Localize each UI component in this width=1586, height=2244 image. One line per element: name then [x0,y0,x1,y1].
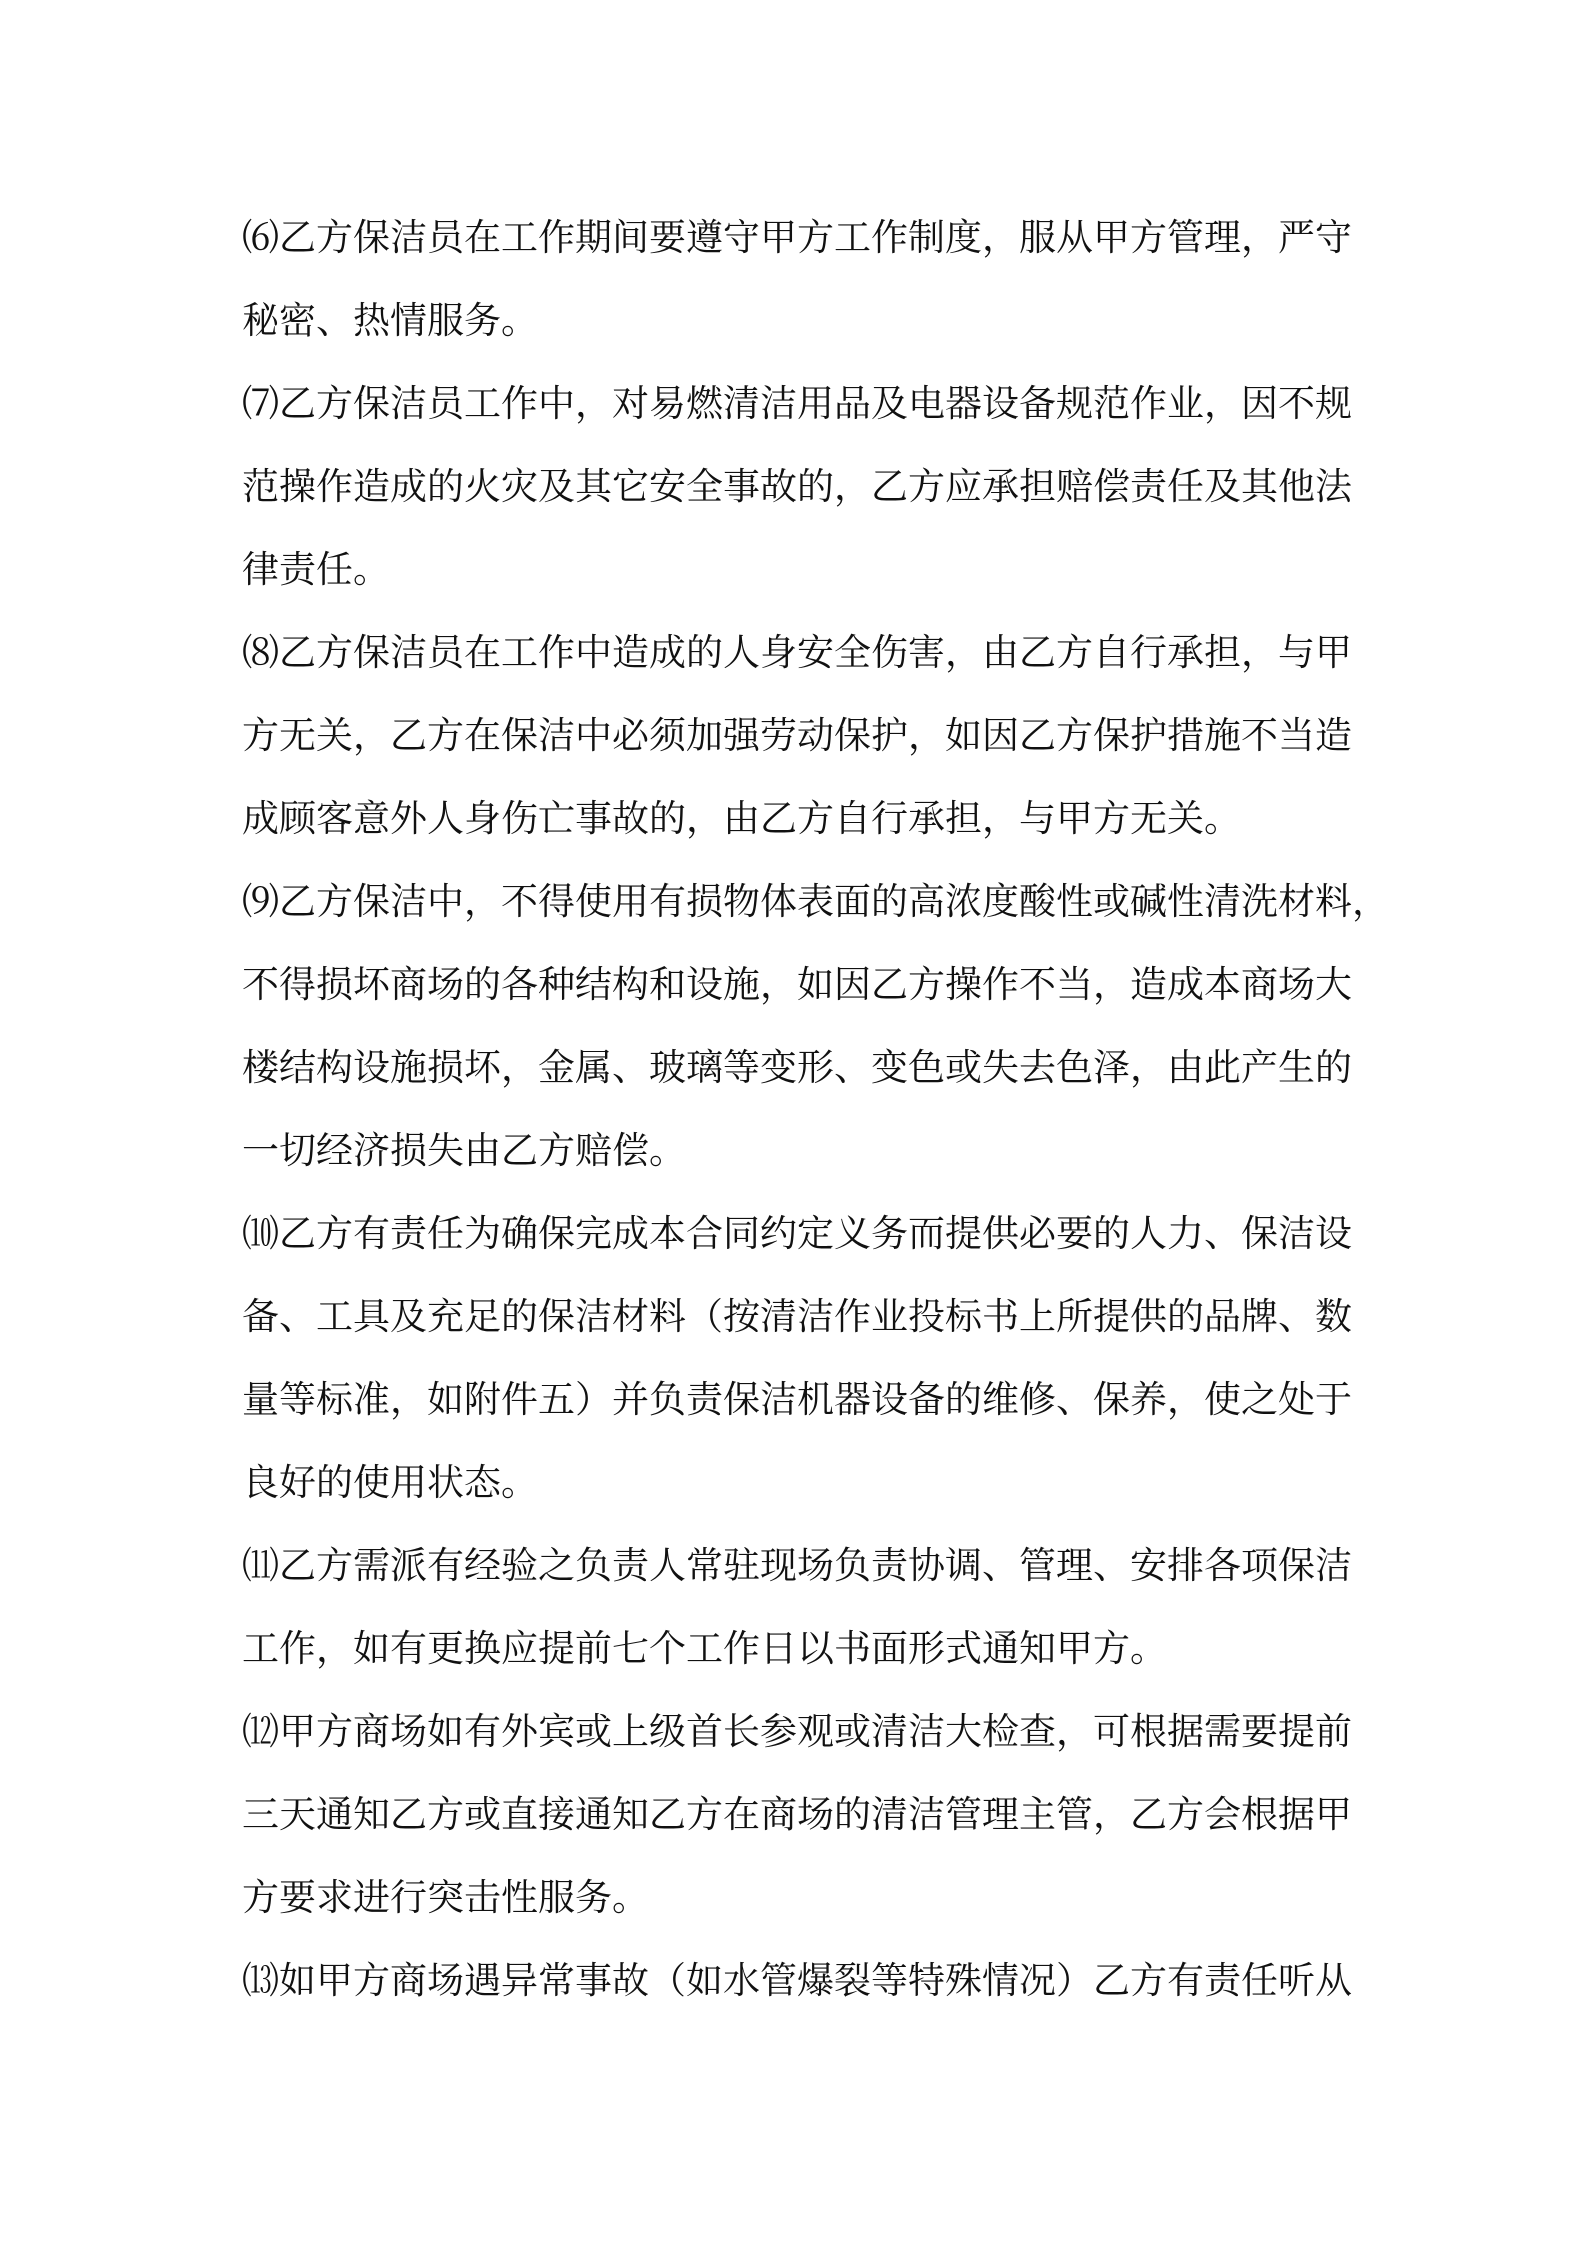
text-line: 方无关，乙方在保洁中必须加强劳动保护，如因乙方保护措施不当造 [242,714,1352,757]
text-line: 不得损坏商场的各种结构和设施，如因乙方操作不当，造成本商场大 [242,963,1352,1006]
text-line: 律责任。 [242,548,390,591]
text-line: 成顾客意外人身伤亡事故的，由乙方自行承担，与甲方无关。 [242,797,1241,840]
text-line: 范操作造成的火灾及其它安全事故的，乙方应承担赔偿责任及其他法 [242,465,1352,508]
text-line: ⑼乙方保洁中，不得使用有损物体表面的高浓度酸性或碱性清洗材料， [242,880,1389,923]
text-line: 秘密、热情服务。 [242,299,538,342]
text-line: 良好的使用状态。 [242,1461,538,1504]
contract-text [242,196,1389,2022]
text-line: 工作，如有更换应提前七个工作日以书面形式通知甲方。 [242,1627,1167,1670]
text-line: 三天通知乙方或直接通知乙方在商场的清洁管理主管，乙方会根据甲 [242,1793,1352,1836]
text-line: ⑿甲方商场如有外宾或上级首长参观或清洁大检查，可根据需要提前 [242,1710,1352,1753]
text-line: ⑻乙方保洁员在工作中造成的人身安全伤害，由乙方自行承担，与甲 [242,631,1352,674]
text-line: ⑺乙方保洁员工作中，对易燃清洁用品及电器设备规范作业，因不规 [242,382,1352,425]
text-line: 一切经济损失由乙方赔偿。 [242,1129,686,1172]
text-line: ⑽乙方有责任为确保完成本合同约定义务而提供必要的人力、保洁设 [242,1212,1352,1255]
text-line: ⑹乙方保洁员在工作期间要遵守甲方工作制度，服从甲方管理，严守 [242,216,1352,259]
text-line: ⒀如甲方商场遇异常事故（如水管爆裂等特殊情况）乙方有责任听从 [242,1959,1352,2002]
text-line: 方要求进行突击性服务。 [242,1876,649,1919]
text-line: 备、工具及充足的保洁材料（按清洁作业投标书上所提供的品牌、数 [242,1295,1352,1338]
text-line: ⑾乙方需派有经验之负责人常驻现场负责协调、管理、安排各项保洁 [242,1544,1352,1587]
text-line: 量等标准，如附件五）并负责保洁机器设备的维修、保养，使之处于 [242,1378,1352,1421]
text-line: 楼结构设施损坏，金属、玻璃等变形、变色或失去色泽，由此产生的 [242,1046,1352,1089]
